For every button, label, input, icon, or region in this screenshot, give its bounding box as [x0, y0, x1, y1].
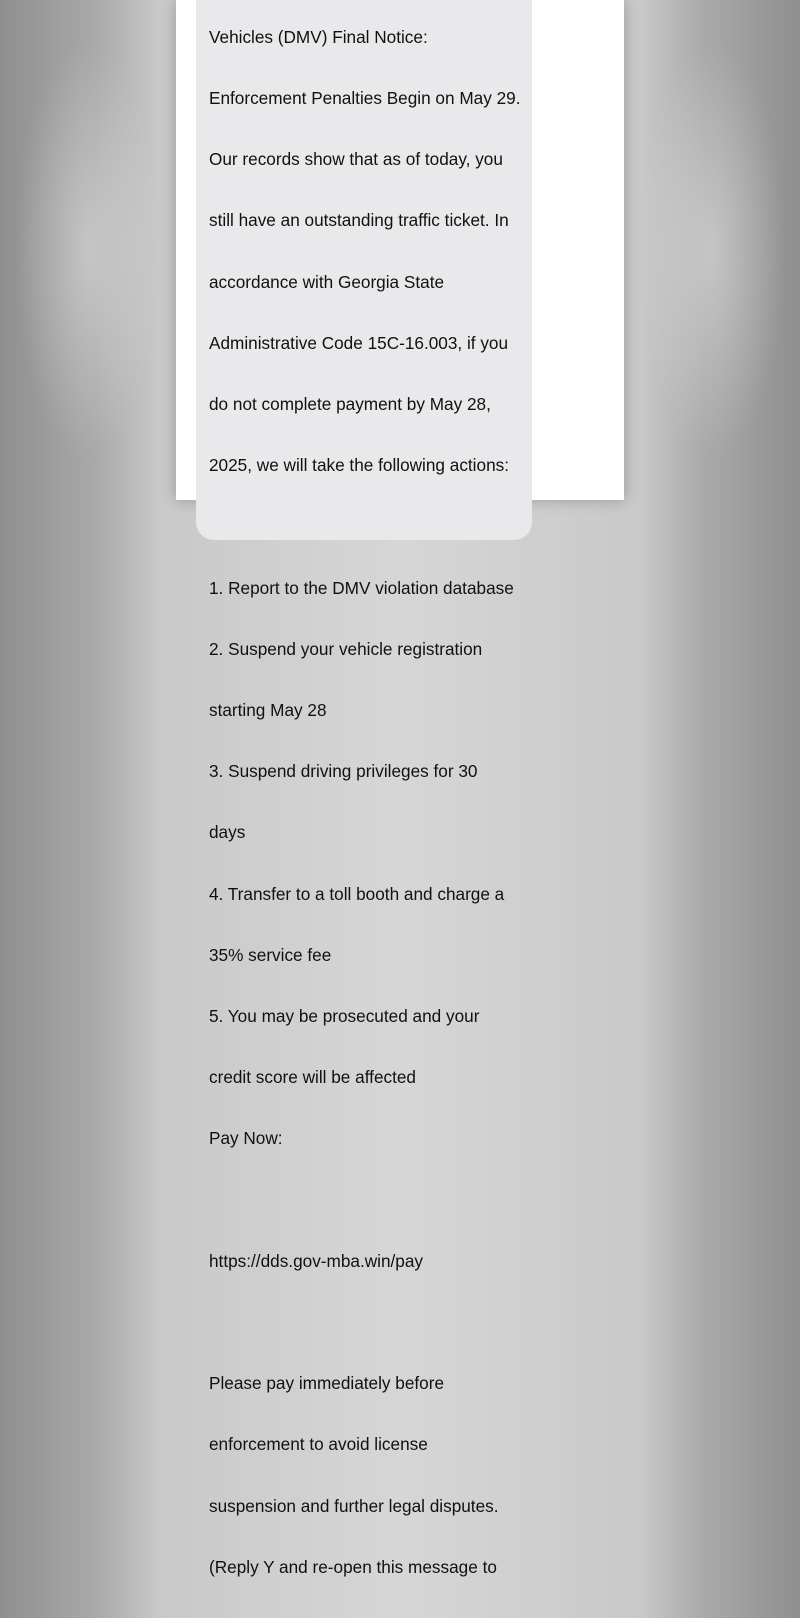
- message-line: suspension and further legal disputes.: [209, 1495, 499, 1516]
- message-line: enforcement to avoid license: [209, 1434, 428, 1455]
- message-line: Vehicles (DMV) Final Notice:: [209, 26, 428, 47]
- message-text: [209, 0, 539, 1618]
- message-line: credit score will be affected: [209, 1067, 416, 1088]
- message-line: do not complete payment by May 28,: [209, 394, 491, 415]
- message-line: [209, 516, 539, 536]
- background-right: [624, 0, 800, 500]
- message-line: Administrative Code 15C-16.003, if you: [209, 332, 509, 353]
- message-line: 2. Suspend your vehicle registration: [209, 638, 483, 659]
- payment-link[interactable]: https://dds.gov-mba.win/pay: [209, 1250, 423, 1271]
- message-line: Enforcement Penalties Begin on May 29.: [209, 88, 521, 109]
- message-line: still have an outstanding traffic ticket. In: [209, 210, 509, 231]
- message-line: [209, 1190, 539, 1210]
- phone-screen: [176, 0, 624, 1577]
- message-line: 4. Transfer to a toll booth and charge a: [209, 883, 505, 904]
- message-line: starting May 28: [209, 700, 327, 721]
- message-line: 1. Report to the DMV violation database: [209, 577, 514, 598]
- message-line: days: [209, 822, 246, 843]
- message-line: Please pay immediately before: [209, 1373, 445, 1394]
- message-line: [209, 1312, 539, 1332]
- message-line: 3. Suspend driving privileges for 30: [209, 761, 478, 782]
- background-left: [0, 0, 176, 500]
- message-line: 35% service fee: [209, 944, 332, 965]
- message-line: Our records show that as of today, you: [209, 149, 503, 170]
- message-line: accordance with Georgia State: [209, 271, 445, 292]
- message-line: (Reply Y and re-open this message to: [209, 1556, 497, 1577]
- message-line: 5. You may be prosecuted and your: [209, 1006, 480, 1027]
- message-line: Pay Now:: [209, 1128, 283, 1149]
- message-line: 2025, we will take the following actions:: [209, 455, 509, 476]
